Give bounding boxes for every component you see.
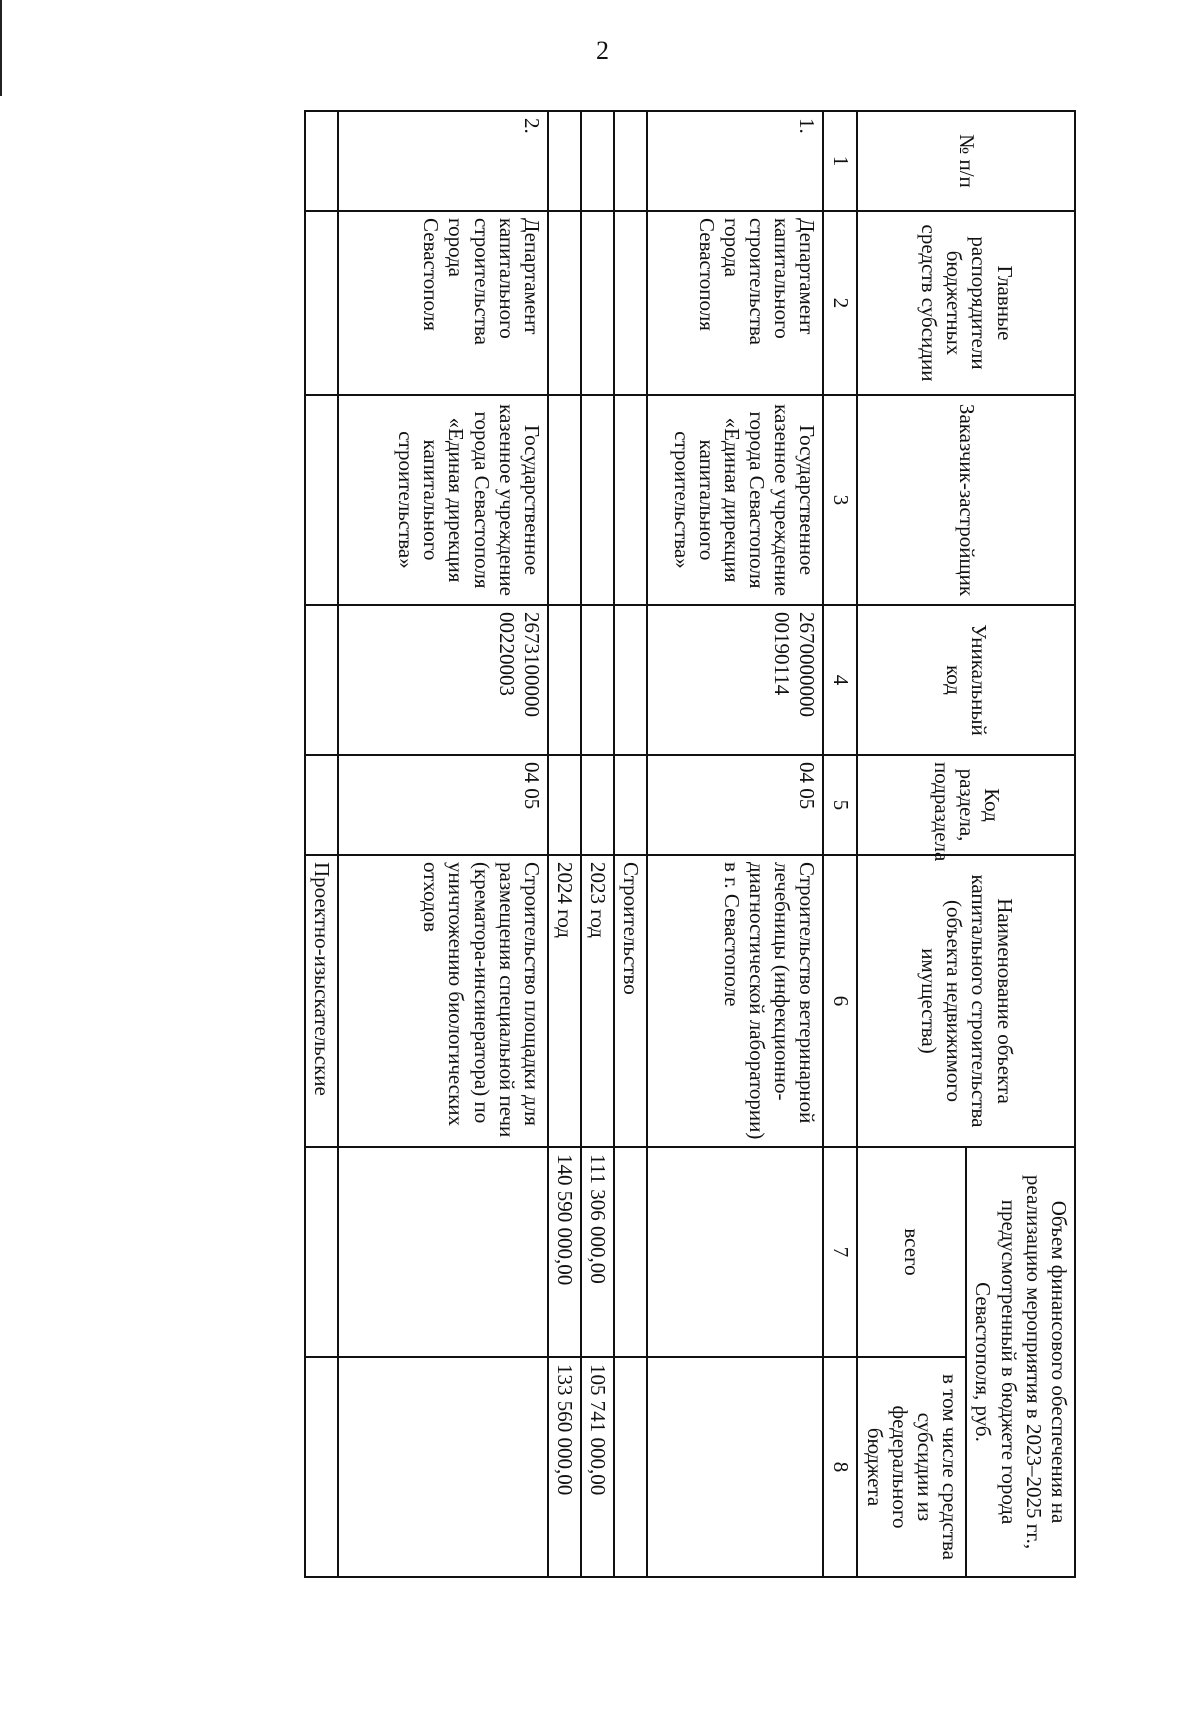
table-row: [548, 111, 581, 1577]
col-number: 8: [824, 1357, 858, 1577]
header-funding: Объем финансового обеспечения на реализацию мероприятия в 2023–2025 гг., предусмотренный в бюджете города Севастополя, руб.: [966, 1147, 1075, 1577]
table-row: [338, 111, 548, 1577]
item-num: 1.: [648, 111, 824, 211]
item-num: 2.: [338, 111, 548, 211]
margin-mark: [0, 0, 2, 96]
item-distributor: Департамент капитального строительства города Севастополя: [338, 211, 548, 395]
rotated-table-frame: [204, 110, 1076, 1576]
col-number: 3: [824, 395, 858, 605]
item-object-name: Строительство ветеринарной лечебницы (инфекционно-диагностической лаборатории) в г. Севастополе: [648, 855, 824, 1147]
item-sub-label: Проектно-изыскательские: [305, 855, 338, 1147]
item-developer: Государственное казенное учреждение города Севастополя «Единая дирекция капитального строительства»: [648, 395, 824, 605]
item-section-code: 04 05: [338, 755, 548, 855]
year-label: 2023 год: [581, 855, 614, 1147]
item-unique-code: 2670000000 00190114: [648, 605, 824, 755]
funding-table: [304, 110, 1076, 1578]
table-row: [581, 111, 614, 1577]
table-row: [305, 111, 338, 1577]
year-label: 2024 год: [548, 855, 581, 1147]
amount-total: 140 590 000,00: [548, 1147, 581, 1357]
amount-federal: 105 741 000,00: [581, 1357, 614, 1577]
col-number: 1: [824, 111, 858, 211]
col-number: 2: [824, 211, 858, 395]
header-section-code: Код раздела, подраздела: [858, 755, 1076, 855]
item-section-code: 04 05: [648, 755, 824, 855]
header-object-name: Наименование объекта капитального строительства (объекта недвижимого имущества): [858, 855, 1076, 1147]
table-row: [648, 111, 824, 1577]
item-sub-label: Строительство: [614, 855, 647, 1147]
item-object-name: Строительство площадки для размещения специальной печи (крематора-инсинератора) по уничтожению биологических отходов: [338, 855, 548, 1147]
column-numbers-row: [824, 111, 858, 1577]
col-number: 7: [824, 1147, 858, 1357]
header-distributors: Главные распорядители бюджетных средств субсидии: [858, 211, 1076, 395]
item-distributor: Департамент капитального строительства города Севастополя: [648, 211, 824, 395]
col-number: 5: [824, 755, 858, 855]
header-row: [966, 111, 1075, 1577]
col-number: 6: [824, 855, 858, 1147]
item-developer: Государственное казенное учреждение города Севастополя «Единая дирекция капитального строительства»: [338, 395, 548, 605]
amount-federal: 133 560 000,00: [548, 1357, 581, 1577]
table-row: [614, 111, 647, 1577]
col-number: 4: [824, 605, 858, 755]
amount-total: 111 306 000,00: [581, 1147, 614, 1357]
page-number: 2: [596, 36, 609, 65]
header-unique-code: Уникальный код: [858, 605, 1076, 755]
header-total: всего: [858, 1147, 967, 1357]
header-federal: в том числе средства субсидии из федерального бюджета: [858, 1357, 967, 1577]
item-unique-code: 2673100000 00220003: [338, 605, 548, 755]
header-developer: Заказчик-застройщик: [858, 395, 1076, 605]
header-num: № п/п: [858, 111, 1076, 211]
